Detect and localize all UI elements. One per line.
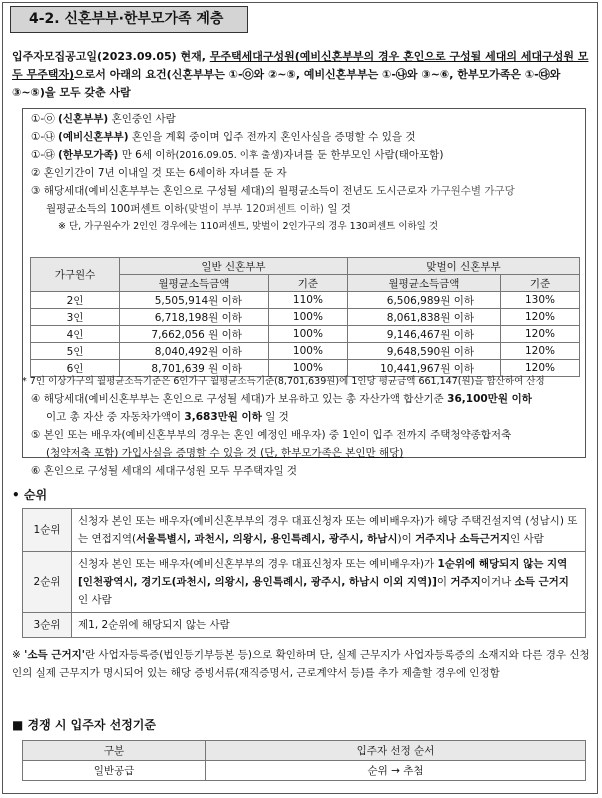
col-general-std: 기준 — [268, 275, 347, 292]
rank-heading: • 순위 — [12, 488, 48, 502]
col-dual-amount: 월평균소득금액 — [347, 275, 500, 292]
table-row: 일반공급 순위 → 추첨 — [23, 761, 586, 781]
table-row: 6인 8,701,639 원 이하 100% 10,441,967원 이하 120% — [31, 360, 580, 377]
col-general-amount: 월평균소득금액 — [120, 275, 269, 292]
col-category: 구분 — [23, 741, 206, 761]
intro-date: 입주자모집공고일(2023.09.05) 현재, — [12, 50, 210, 63]
col-dual: 맞벌이 신혼부부 — [347, 258, 579, 275]
rank-row-2: 2순위 신청자 본인 또는 배우자(예비신혼부부의 경우 대표신청자 또는 예비배우자)가 1순위에 해당되지 않는 지역[인천광역시, 경기도(과천시, 의왕시, 용인특례시, 광주시, 하남시 이외 지역)]이 거주지이거나 소득 근거지인 사람 — [23, 552, 586, 613]
req-3-note: ※ 단, 가구원수가 2인인 경우에는 110퍼센트, 맞벌이 2인가구의 경우 130퍼센트 이하일 것 — [58, 221, 439, 232]
col-members: 가구원수 — [31, 258, 120, 292]
table-row: 3인 6,718,198원 이하 100% 8,061,838원 이하 120% — [31, 309, 580, 326]
section-title: 4-2. 신혼부부·한부모가족 계층 — [10, 6, 248, 33]
req-4: ④ 해당세대(예비신혼부부는 혼인으로 구성될 세대)가 보유하고 있는 총 자산가액 합산기준 36,100만원 이하 — [31, 393, 532, 405]
req-6: ⑥ 혼인으로 구성될 세대의 세대구성원 모두 무주택자일 것 — [31, 465, 298, 477]
rank-row-1: 1순위 신청자 본인 또는 배우자(예비신혼부부의 경우 대표신청자 또는 예비배우자)가 해당 주택건설지역 (성남시) 또는 연접지역(서울특별시, 과천시, 의왕시, 용인특례시, 광주시, 하남시)이 거주지나 소득근거지인 사람 — [23, 509, 586, 552]
req-1b: ①-㉯ (예비신혼부부) 혼인을 계획 중이며 입주 전까지 혼인사실을 증명할 수 있을 것 — [31, 131, 416, 143]
intro-requirements: 으로서 아래의 요건(신혼부부는 ①-㉧와 ②~⑤, 예비신혼부부는 ①-㉯와 ③~⑥, 한부모가족은 ①-㉰와 ③~⑤)을 모두 갖춘 사람 — [12, 68, 561, 99]
intro-paragraph — [12, 48, 590, 102]
req-1a: ①-㉧ (신혼부부) 혼인중인 사람 — [31, 113, 176, 125]
req-3-cont: 월평균소득의 100퍼센트 이하(맞벌이 부부 120퍼센트 이하) 일 것 — [46, 203, 351, 215]
req-1c: ①-㉰ (한부모가족) 만 6세 이하(2016.09.05. 이후 출생)자녀를 둔 한부모인 사람(태아포함) — [31, 149, 444, 161]
rank-row-3: 3순위 제1, 2순위에 해당되지 않는 사람 — [23, 613, 586, 638]
req-3: ③ 해당세대(예비신혼부부는 혼인으로 구성될 세대)의 월평균소득이 전년도 도시근로자 가구원수별 가구당 — [31, 185, 515, 197]
col-order: 입주자 선정 순서 — [206, 741, 586, 761]
table-row: 4인 7,662,056 원 이하 100% 9,146,467원 이하 120% — [31, 326, 580, 343]
table-row: 5인 8,040,492원 이하 100% 9,648,590원 이하 120% — [31, 343, 580, 360]
income-basis-footnote: ※ '소득 근거지'란 사업자등록증(법인등기부등본 등)으로 확인하며 단, 실제 근무지가 사업자등록증의 소재지와 다른 경우 신청인의 실제 근무지가 명시되어 있는 해당 증빙서류(재직증명서, 근로계약서 등)를 추가 제출할 경우에 인정함 — [12, 649, 590, 679]
intro-condition: 무주택세대구성원(예비신혼부부의 경우 혼인으로 구성될 세대의 세대구성원 모두 무주택자) — [12, 50, 589, 81]
table-row: 2인 5,505,914원 이하 110% 6,506,989원 이하 130% — [31, 292, 580, 309]
req-4-cont: 이고 총 자산 중 자동차가액이 3,683만원 이하 일 것 — [46, 411, 289, 423]
selection-heading: ■ 경쟁 시 입주자 선정기준 — [12, 718, 156, 732]
col-dual-std: 기준 — [501, 275, 580, 292]
req-5-cont: (청약저축 포함) 가입사실을 증명할 수 있을 것 (단, 한부모가족은 본인만 해당) — [46, 447, 404, 459]
selection-table — [22, 740, 586, 781]
note-7-persons: * 7인 이상가구의 월평균소득기준은 6인가구 월평균소득기준(8,701,639원)에 1인당 평균금액 661,147(원)을 합산하여 산정 — [22, 376, 545, 387]
rank-table — [22, 508, 586, 638]
income-table — [30, 257, 580, 377]
req-2: ② 혼인기간이 7년 이내일 것 또는 6세이하 자녀를 둔 자 — [31, 167, 287, 179]
req-5: ⑤ 본인 또는 배우자(예비신혼부부의 경우는 혼인 예정인 배우자) 중 1인이 입주 전까지 주택청약종합저축 — [31, 429, 512, 441]
col-general: 일반 신혼부부 — [120, 258, 348, 275]
